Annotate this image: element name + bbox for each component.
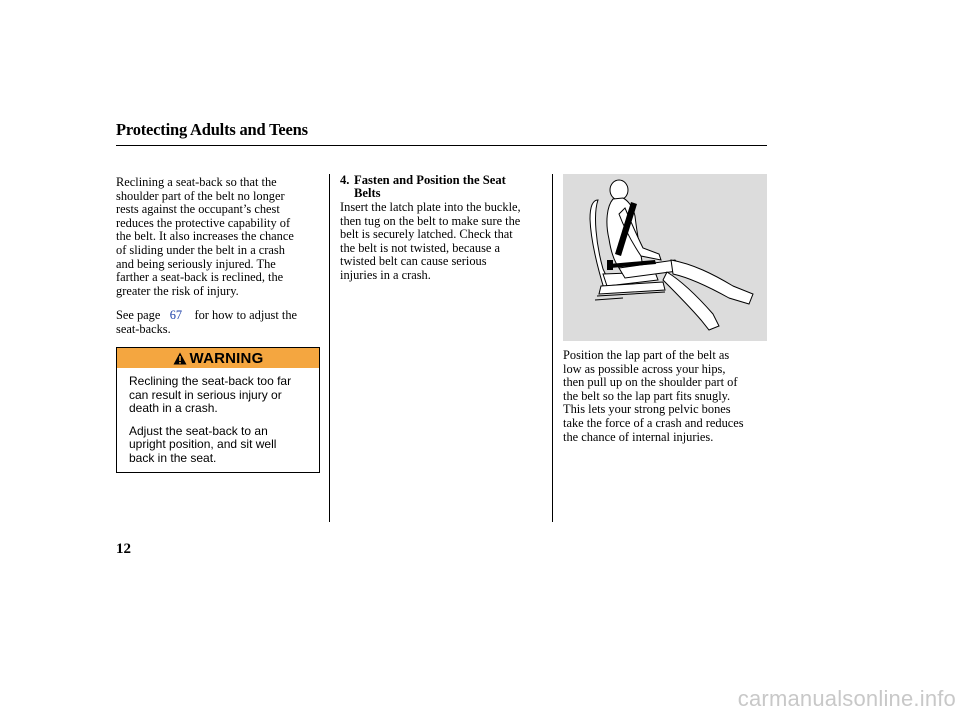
title-divider [116,145,767,146]
section-title-line2: Belts [354,186,381,200]
section-number: 4. [340,173,350,187]
text-line: Position the lap part of the belt as [563,348,730,362]
text-line: back in the seat. [129,450,217,465]
text-line: Adjust the seat-back to an [129,423,268,438]
text-line: the belt so the lap part fits snugly. [563,388,731,403]
section-title-line1: Fasten and Position the Seat [354,173,506,187]
text-line: shoulder part of the belt no longer [116,188,285,203]
text-line: Reclining the seat-back too far [129,374,292,388]
text-line: twisted belt can cause serious [340,254,487,269]
warning-label: WARNING [189,349,264,367]
page-67-link[interactable]: 67 [169,308,183,322]
text-line: greater the risk of injury. [116,283,239,298]
text-line: and being seriously injured. The [116,256,276,271]
see-page-line2: seat-backs. [116,321,171,336]
page-title: Protecting Adults and Teens [116,120,308,139]
text-line: injuries in a crash. [340,267,431,282]
warning-header [117,348,319,368]
text-line: belt is securely latched. Check that [340,227,513,242]
text-line: upright position, and sit well [129,437,277,451]
recline-paragraph [116,176,321,298]
seated-occupant-illustration [563,174,767,341]
see-page-paragraph [116,309,321,336]
section-title [354,174,544,200]
page-number: 12 [116,541,131,557]
text-line: the belt is not twisted, because a [340,240,501,255]
warning-paragraph-1 [129,375,311,416]
see-page-suffix: for how to adjust the [194,308,298,322]
text-line: then tug on the belt to make sure the [340,213,521,228]
text-line: reduces the protective capability of [116,215,291,230]
column-divider-right [552,174,553,522]
text-line: the belt. It also increases the chance [116,229,294,244]
text-line: rests against the occupant’s chest [116,202,280,217]
seatbelt-figure-icon [563,174,767,341]
text-line: can result in serious injury or [129,387,282,402]
see-page-line [116,309,321,323]
latch-paragraph [340,201,550,283]
text-line: death in a crash. [129,401,218,415]
text-line: Insert the latch plate into the buckle, [340,200,521,214]
text-line: farther a seat-back is reclined, the [116,270,284,285]
site-watermark: carmanualsonline.info [737,686,956,711]
text-line: This lets your strong pelvic bones [563,402,731,417]
warning-text [117,368,319,465]
column-divider-left [329,174,330,522]
text-line: of sliding under the belt in a crash [116,242,285,257]
see-page-prefix: See page [116,308,161,322]
warning-box [116,347,320,473]
text-line: then pull up on the shoulder part of [563,375,738,390]
warning-paragraph-2 [129,425,311,466]
lap-belt-paragraph [563,349,773,444]
text-line: the chance of internal injuries. [563,429,714,444]
warning-triangle-icon [173,352,187,365]
text-line: low as possible across your hips, [563,361,726,376]
text-line: Reclining a seat-back so that the [116,175,277,189]
text-line: take the force of a crash and reduces [563,415,744,430]
